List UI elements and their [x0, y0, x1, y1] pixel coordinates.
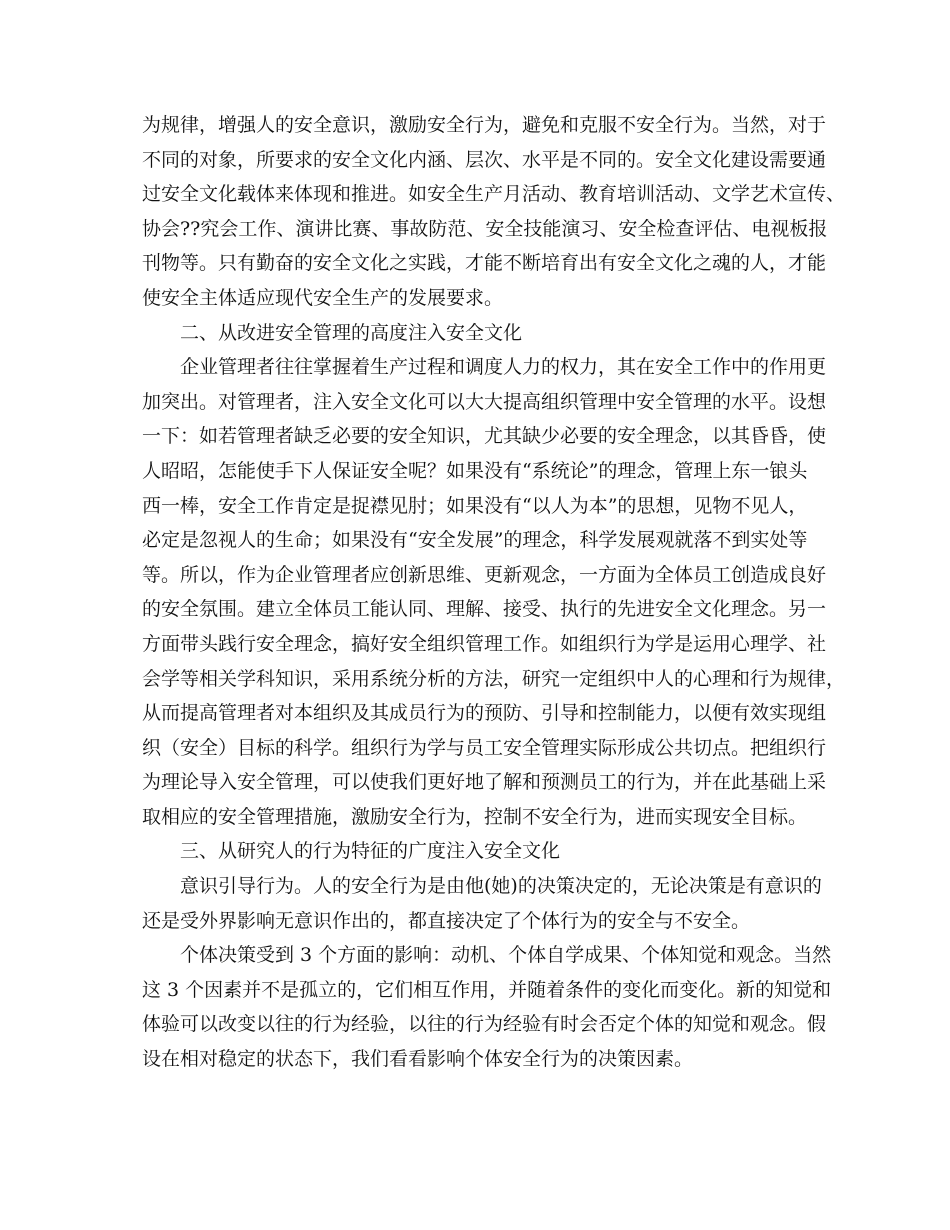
paragraph-line: 加突出。对管理者，注入安全文化可以大大提高组织管理中安全管理的水平。设想	[142, 390, 827, 413]
section-heading: 二、从改进安全管理的高度注入安全文化	[180, 321, 523, 344]
paragraph-line: 意识引导行为。人的安全行为是由他(她)的决策决定的，无论决策是有意识的	[180, 875, 822, 898]
paragraph-line: 的安全氛围。建立全体员工能认同、理解、接受、执行的先进安全文化理念。另一	[142, 598, 827, 621]
paragraph-line: 个体决策受到 3 个方面的影响：动机、个体自学成果、个体知觉和观念。当然	[180, 944, 832, 967]
paragraph-line: 为理论导入安全管理，可以使我们更好地了解和预测员工的行为，并在此基础上采	[142, 771, 827, 794]
paragraph-line: 从而提高管理者对本组织及其成员行为的预防、引导和控制能力，以便有效实现组	[142, 702, 827, 725]
section-heading: 三、从研究人的行为特征的广度注入安全文化	[180, 840, 561, 863]
paragraph-line: 织（安全）目标的科学。组织行为学与员工安全管理实际形成公共切点。把组织行	[142, 736, 827, 759]
paragraph-line: 刊物等。只有勤奋的安全文化之实践，才能不断培育出有安全文化之魂的人，才能	[142, 252, 827, 275]
paragraph-line: 西一棒，安全工作肯定是捉襟见肘；如果没有“以人为本”的思想，见物不见人，	[142, 494, 808, 517]
paragraph-line: 还是受外界影响无意识作出的，都直接决定了个体行为的安全与不安全。	[142, 909, 751, 932]
paragraph-line: 等。所以，作为企业管理者应创新思维、更新观念，一方面为全体员工创造成良好	[142, 563, 827, 586]
paragraph-line: 过安全文化载体来体现和推进。如安全生产月活动、教育培训活动、文学艺术宣传、	[142, 183, 846, 206]
paragraph-line: 协会??究会工作、演讲比赛、事故防范、安全技能演习、安全检查评估、电视板报	[142, 217, 828, 240]
paragraph-line: 取相应的安全管理措施，激励安全行为，控制不安全行为，进而实现安全目标。	[142, 805, 808, 828]
paragraph-line: 会学等相关学科知识，采用系统分析的方法，研究一定组织中人的心理和行为规律，	[142, 667, 846, 690]
paragraph-line: 不同的对象，所要求的安全文化内涵、层次、水平是不同的。安全文化建设需要通	[142, 148, 827, 171]
paragraph-line: 必定是忽视人的生命；如果没有“安全发展”的理念，科学发展观就落不到实处等	[142, 529, 808, 552]
document-body	[142, 108, 846, 1077]
paragraph-line: 企业管理者往往掌握着生产过程和调度人力的权力，其在安全工作中的作用更	[180, 356, 827, 379]
paragraph-line: 体验可以改变以往的行为经验，以往的行为经验有时会否定个体的知觉和观念。假	[142, 1013, 827, 1036]
paragraph-line: 人昭昭，怎能使手下人保证安全呢？如果没有“系统论”的理念，管理上东一锒头	[142, 459, 808, 482]
paragraph-line: 这 3 个因素并不是孤立的，它们相互作用，并随着条件的变化而变化。新的知觉和	[142, 978, 832, 1001]
paragraph-line: 设在相对稳定的状态下，我们看看影响个体安全行为的决策因素。	[142, 1048, 694, 1071]
paragraph-line: 为规律，增强人的安全意识，激励安全行为，避免和克服不安全行为。当然，对于	[142, 114, 827, 136]
paragraph-line: 使安全主体适应现代安全生产的发展要求。	[142, 286, 504, 309]
paragraph-line: 一下：如若管理者缺乏必要的安全知识，尤其缺少必要的安全理念，以其昏昏，使	[142, 425, 827, 448]
paragraph-line: 方面带头践行安全理念，搞好安全组织管理工作。如组织行为学是运用心理学、社	[142, 632, 827, 655]
